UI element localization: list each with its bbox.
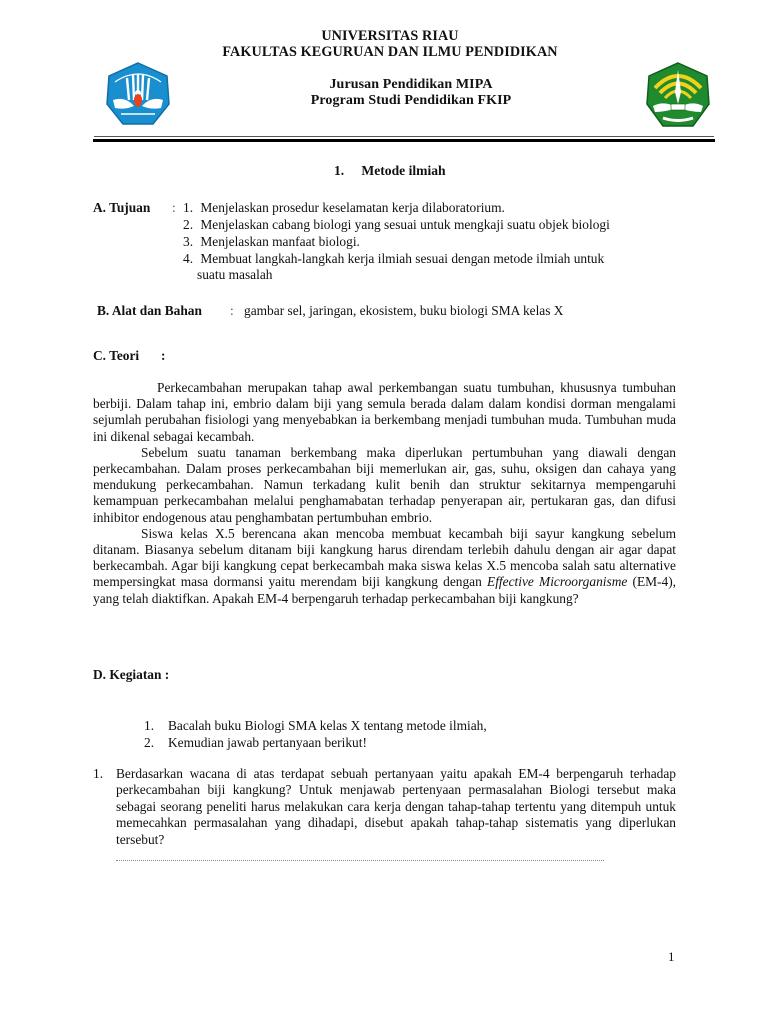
- page-number: 1: [668, 949, 675, 964]
- university-name: UNIVERSITAS RIAU: [321, 28, 459, 44]
- question-number: 1.: [93, 766, 104, 781]
- italic-term: Effective Microorganisme: [487, 574, 628, 590]
- question-item: [93, 766, 676, 848]
- kegiatan-item: [144, 717, 487, 734]
- tujuan-item-number: 4.: [183, 251, 194, 266]
- tujuan-label: A. Tujuan: [93, 200, 151, 215]
- kegiatan-item-text: Kemudian jawab pertanyaan berikut!: [168, 735, 367, 750]
- alat-bahan-colon: :: [230, 303, 234, 318]
- tujuan-item-number: 2.: [183, 217, 194, 232]
- kegiatan-label: D. Kegiatan :: [93, 667, 170, 682]
- tujuan-item-text: Membuat langkah-langkah kerja ilmiah sesuai dengan metode ilmiah untuk: [200, 251, 605, 266]
- teori-paragraph: [93, 526, 676, 607]
- section-title: [334, 163, 446, 179]
- tujuan-item: [183, 217, 610, 233]
- tujuan-item-number: 1.: [183, 200, 194, 215]
- alat-bahan-value: gambar sel, jaringan, ekosistem, buku biologi SMA kelas X: [244, 303, 564, 318]
- kegiatan-item-number: 2.: [144, 735, 155, 750]
- tujuan-item-text: Menjelaskan prosedur keselamatan kerja dilaboratorium.: [200, 200, 505, 215]
- section-title-text: Metode ilmiah: [361, 163, 446, 178]
- teori-label: C. Teori: [93, 348, 140, 363]
- kegiatan-item-number: 1.: [144, 718, 155, 733]
- department-name: Jurusan Pendidikan MIPA: [329, 77, 493, 92]
- header-divider-thin: [94, 136, 714, 137]
- tujuan-item-continuation: suatu masalah: [197, 267, 273, 282]
- teori-body: [93, 380, 676, 607]
- tujuan-item-text: Menjelaskan cabang biologi yang sesuai untuk mengkaji suatu objek biologi: [200, 217, 610, 232]
- question-text: Berdasarkan wacana di atas terdapat sebuah pertanyaan yaitu apakah EM-4 berpengaruh terhadap perkecambahan biji kangkung? Untuk menjawab pertenyaan permasalahan Biologi tersebut maka sebagai seorang peneliti harus melakukan cara kerja dengan tahap-tahap tertentu yang ditempuh untuk memecahkan permasalahan yang dihadapi, disebut apakah tahap-tahap sistematis yang diperlukan tersebut?: [116, 766, 676, 847]
- section-number: 1.: [334, 163, 345, 178]
- kegiatan-item: [144, 734, 487, 751]
- paragraph-text: Siswa kelas X.5 berencana akan mencoba membuat kecambah biji sayur kangkung sebelum ditanam. Biasanya sebelum ditanam biji kangkung harus direndam terlebih dahulu dengan air agar dapat berkecambah. Agar biji kangkung cepat berkecambah maka siswa kelas X.5 mencoba salah satu alternative mempersingkat masa dormansi yaitu merendam biji kangkung dengan: [93, 525, 676, 590]
- tujuan-colon: :: [172, 200, 176, 215]
- alat-bahan-label: B. Alat dan Bahan: [97, 303, 202, 318]
- tujuan-item-number: 3.: [183, 234, 194, 249]
- header-divider-thick: [93, 139, 715, 142]
- faculty-name: FAKULTAS KEGURUAN DAN ILMU PENDIDIKAN: [222, 44, 558, 60]
- teori-colon: :: [161, 348, 166, 363]
- tujuan-item: [183, 234, 360, 250]
- teori-paragraph: Sebelum suatu tanaman berkembang maka diperlukan pertumbuhan yang diawali dengan perkecambahan. Dalam proses perkecambahan biji memerlukan air, gas, suhu, oksigen dan cahaya yang mendukung perkecambahan. Namun terkadang kulit benih dan struktur sekitarnya mempengaruhi kemampuan perkecambahan melalui penghamabatan terhadap penyerapan air, pertukaran gas, dan difusi inhibitor endogenous atau penghambatan pertumbuhan embrio.: [93, 444, 676, 525]
- paragraph-text: (EM-4), yang telah diaktifkan. Apakah EM-4 berpengaruh terhadap perkecambahan biji kangkung?: [93, 574, 677, 606]
- program-name: Program Studi Pendidikan FKIP: [310, 93, 512, 108]
- tujuan-item-text: Menjelaskan manfaat biologi.: [200, 234, 360, 249]
- tujuan-item: [183, 200, 505, 216]
- kegiatan-list: [144, 717, 487, 751]
- universitas-riau-logo-icon: [643, 60, 713, 130]
- kegiatan-item-text: Bacalah buku Biologi SMA kelas X tentang metode ilmiah,: [168, 718, 487, 733]
- answer-line[interactable]: [116, 860, 604, 861]
- teori-paragraph: Perkecambahan merupakan tahap awal perkembangan suatu tumbuhan, khususnya tumbuhan berbiji. Dalam tahap ini, embrio dalam biji yang semula berada dalam dalam kondisi dorman mengalami sejumlah perubahan fisiologi yang menyebabkan ia berkembang menjadi tumbuhan muda. Tumbuhan muda ini dikenal sebagai kecambah.: [93, 380, 676, 444]
- tujuan-item: [183, 251, 604, 267]
